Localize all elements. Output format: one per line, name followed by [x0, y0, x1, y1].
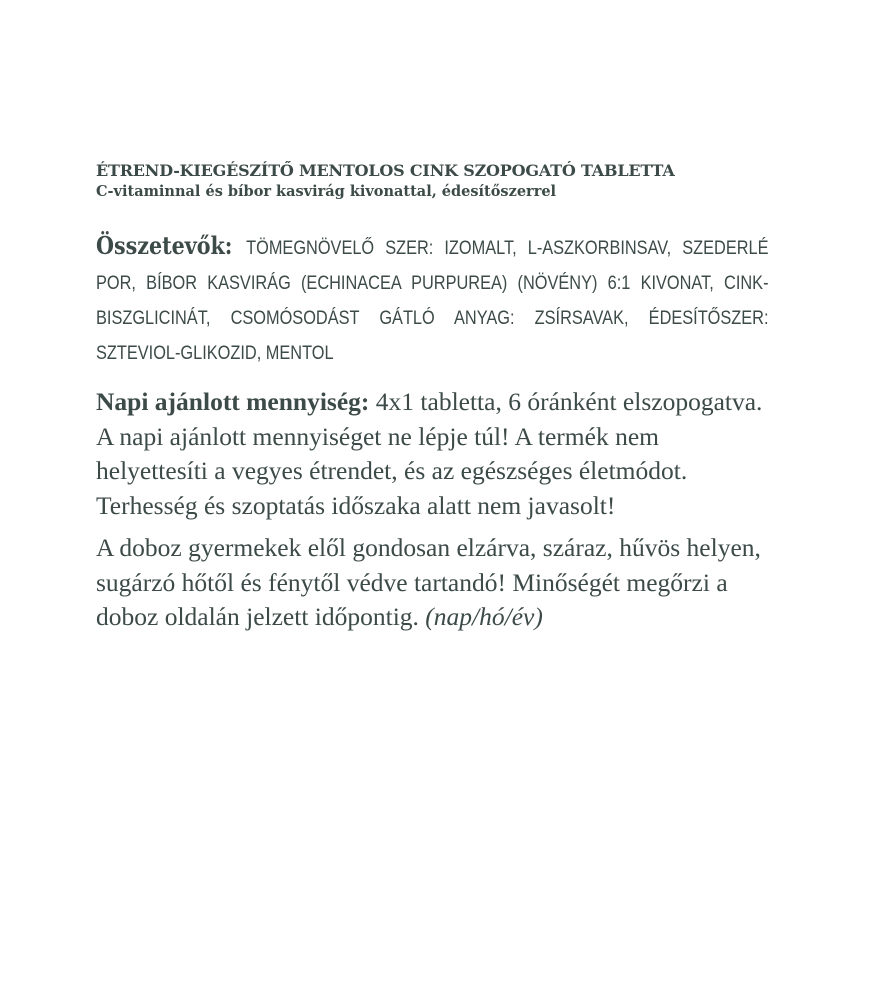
dosage-section	[96, 385, 768, 523]
ingredients-text: TÖMEGNÖVELŐ SZER: IZOMALT, L-ASZKORBINSAV, SZEDERLÉ POR, BÍBOR KASVIRÁG (ECHINACEA PURPUREA) (NÖVÉNY) 6:1 KIVONAT, CINK-BISZGLICINÁT, CSOMÓSODÁST GÁTLÓ ANYAG: ZSÍRSAVAK, ÉDESÍTŐSZER: SZTEVIOL-GLIKOZID, MENTOL	[96, 238, 769, 364]
date-format-note: (nap/hó/év)	[425, 602, 543, 631]
product-label	[96, 160, 768, 635]
storage-text: A doboz gyermekek elől gondosan elzárva, száraz, hűvös helyen, sugárzó hőtől és fénytől védve tartandó! Minőségét megőrzi a doboz oldalán jelzett időpontig.	[96, 533, 761, 631]
product-title: ÉTREND-KIEGÉSZÍTŐ MENTOLOS CINK SZOPOGATÓ TABLETTA	[96, 161, 675, 180]
dosage-text: 4x1 tabletta, 6 óránként elszopogatva. A napi ajánlott mennyiséget ne lépje túl! A termék nem helyettesíti a vegyes étrendet, és az egészséges életmódot. Terhesség és szoptatás időszaka alatt nem javasolt!	[96, 387, 763, 520]
ingredients-section	[96, 228, 769, 371]
ingredients-heading: Összetevők:	[96, 231, 247, 260]
product-subtitle: C-vitaminnal és bíbor kasvirág kivonattal, édesítőszerrel	[96, 183, 557, 200]
storage-section	[96, 531, 768, 635]
dosage-heading: Napi ajánlott mennyiség:	[96, 387, 376, 416]
